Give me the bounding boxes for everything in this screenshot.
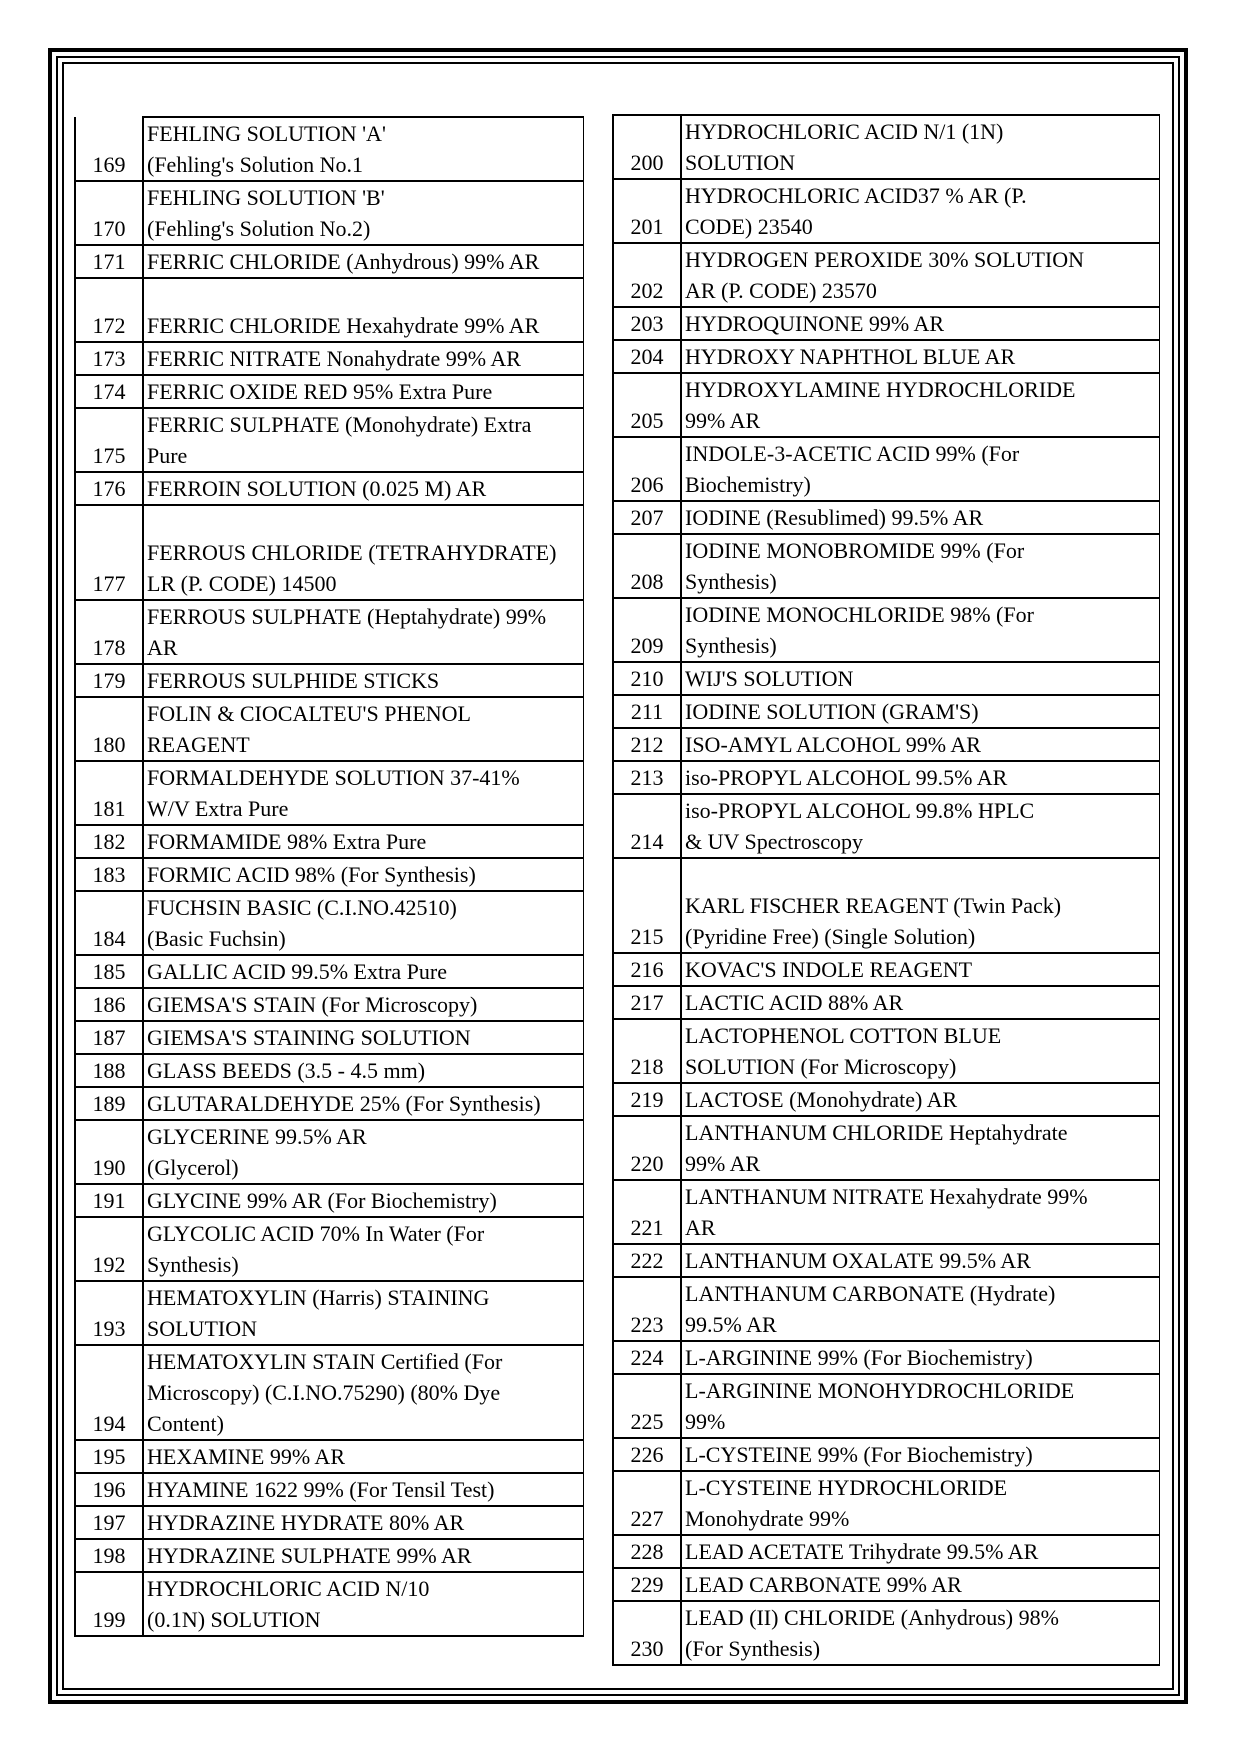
item-number: 227 (613, 1471, 681, 1535)
table-row (613, 1471, 1160, 1535)
table-row (613, 1083, 1160, 1116)
item-name: LEAD ACETATE Trihydrate 99.5% AR (681, 1535, 1160, 1568)
item-name: HYDROGEN PEROXIDE 30% SOLUTION AR (P. CODE) 23570 (681, 243, 1160, 307)
item-name: WIJ'S SOLUTION (681, 662, 1160, 695)
table-row (613, 598, 1160, 662)
item-number: 208 (613, 534, 681, 598)
item-number: 216 (613, 953, 681, 986)
item-name: LEAD (II) CHLORIDE (Anhydrous) 98% (For Synthesis) (681, 1601, 1160, 1665)
item-number: 212 (613, 728, 681, 761)
item-name: GLYCOLIC ACID 70% In Water (For Synthesis) (143, 1217, 584, 1281)
item-name: GIEMSA'S STAINING SOLUTION (143, 1021, 584, 1054)
item-number: 172 (75, 278, 143, 342)
table-row (75, 1572, 584, 1636)
table-row (75, 1087, 584, 1120)
item-number: 205 (613, 373, 681, 437)
item-name: iso-PROPYL ALCOHOL 99.5% AR (681, 761, 1160, 794)
item-number: 220 (613, 1116, 681, 1180)
item-number: 188 (75, 1054, 143, 1087)
item-name: FUCHSIN BASIC (C.I.NO.42510) (Basic Fuchsin) (143, 891, 584, 955)
item-name: FERROUS CHLORIDE (TETRAHYDRATE) LR (P. CODE) 14500 (143, 505, 584, 600)
item-name: HYDROCHLORIC ACID N/1 (1N) SOLUTION (681, 115, 1160, 179)
item-number: 201 (613, 179, 681, 243)
table-row (75, 472, 584, 505)
item-number: 203 (613, 307, 681, 340)
table-row (75, 1539, 584, 1572)
item-number: 207 (613, 501, 681, 534)
item-number: 218 (613, 1019, 681, 1083)
item-number: 198 (75, 1539, 143, 1572)
table-row (613, 1277, 1160, 1341)
table-row (75, 1506, 584, 1539)
table-row (613, 1438, 1160, 1471)
item-name: LACTIC ACID 88% AR (681, 986, 1160, 1019)
item-number: 175 (75, 408, 143, 472)
item-name: GLYCINE 99% AR (For Biochemistry) (143, 1184, 584, 1217)
item-name: INDOLE-3-ACETIC ACID 99% (For Biochemistry) (681, 437, 1160, 501)
table-row (613, 179, 1160, 243)
item-name: HYDRAZINE SULPHATE 99% AR (143, 1539, 584, 1572)
table-row (613, 1019, 1160, 1083)
table-row (75, 117, 584, 181)
item-number: 178 (75, 600, 143, 664)
table-row (613, 1374, 1160, 1438)
table-row (613, 1601, 1160, 1665)
table-row (613, 1341, 1160, 1374)
table-row (613, 307, 1160, 340)
table-row (613, 858, 1160, 953)
table-row (613, 243, 1160, 307)
item-number: 222 (613, 1244, 681, 1277)
item-number: 219 (613, 1083, 681, 1116)
item-number: 190 (75, 1120, 143, 1184)
item-number: 194 (75, 1345, 143, 1440)
table-row (613, 953, 1160, 986)
item-name: GLYCERINE 99.5% AR (Glycerol) (143, 1120, 584, 1184)
catalog-table-left (74, 116, 584, 1637)
item-name: FORMALDEHYDE SOLUTION 37-41% W/V Extra Pure (143, 761, 584, 825)
item-name: GIEMSA'S STAIN (For Microscopy) (143, 988, 584, 1021)
item-number: 223 (613, 1277, 681, 1341)
table-row (75, 342, 584, 375)
item-number: 191 (75, 1184, 143, 1217)
item-name: FERRIC CHLORIDE (Anhydrous) 99% AR (143, 245, 584, 278)
item-name: KARL FISCHER REAGENT (Twin Pack) (Pyridine Free) (Single Solution) (681, 858, 1160, 953)
item-number: 213 (613, 761, 681, 794)
item-number: 179 (75, 664, 143, 697)
item-number: 217 (613, 986, 681, 1019)
item-number: 184 (75, 891, 143, 955)
table-row (75, 1440, 584, 1473)
table-row (613, 695, 1160, 728)
table-row (75, 600, 584, 664)
table-row (75, 891, 584, 955)
table-row (613, 1180, 1160, 1244)
item-name: HYDROXY NAPHTHOL BLUE AR (681, 340, 1160, 373)
item-name: HYDROQUINONE 99% AR (681, 307, 1160, 340)
item-name: LANTHANUM OXALATE 99.5% AR (681, 1244, 1160, 1277)
item-number: 171 (75, 245, 143, 278)
table-row (75, 1217, 584, 1281)
item-number: 180 (75, 697, 143, 761)
item-number: 204 (613, 340, 681, 373)
item-number: 173 (75, 342, 143, 375)
item-name: FORMAMIDE 98% Extra Pure (143, 825, 584, 858)
item-number: 195 (75, 1440, 143, 1473)
table-row (613, 1244, 1160, 1277)
table-row (613, 986, 1160, 1019)
item-name: FERROIN SOLUTION (0.025 M) AR (143, 472, 584, 505)
item-number: 224 (613, 1341, 681, 1374)
item-name: GALLIC ACID 99.5% Extra Pure (143, 955, 584, 988)
table-row (75, 697, 584, 761)
table-row (75, 1021, 584, 1054)
item-number: 169 (75, 117, 143, 181)
item-number: 186 (75, 988, 143, 1021)
item-name: L-ARGININE MONOHYDROCHLORIDE 99% (681, 1374, 1160, 1438)
item-number: 230 (613, 1601, 681, 1665)
item-number: 176 (75, 472, 143, 505)
table-row (613, 1116, 1160, 1180)
table-row (613, 728, 1160, 761)
item-number: 221 (613, 1180, 681, 1244)
item-name: HEXAMINE 99% AR (143, 1440, 584, 1473)
table-row (613, 662, 1160, 695)
item-name: LANTHANUM CARBONATE (Hydrate) 99.5% AR (681, 1277, 1160, 1341)
item-name: LACTOSE (Monohydrate) AR (681, 1083, 1160, 1116)
item-number: 189 (75, 1087, 143, 1120)
item-number: 202 (613, 243, 681, 307)
table-row (75, 955, 584, 988)
table-row (613, 794, 1160, 858)
table-row (75, 245, 584, 278)
item-name: IODINE SOLUTION (GRAM'S) (681, 695, 1160, 728)
item-number: 206 (613, 437, 681, 501)
item-name: HYDROCHLORIC ACID N/10 (0.1N) SOLUTION (143, 1572, 584, 1636)
table-row (613, 1568, 1160, 1601)
table-row (75, 664, 584, 697)
table-row (613, 373, 1160, 437)
item-number: 174 (75, 375, 143, 408)
table-row (613, 115, 1160, 179)
item-name: GLASS BEEDS (3.5 - 4.5 mm) (143, 1054, 584, 1087)
table-row (613, 1535, 1160, 1568)
table-row (75, 858, 584, 891)
item-number: 181 (75, 761, 143, 825)
item-number: 229 (613, 1568, 681, 1601)
item-number: 225 (613, 1374, 681, 1438)
table-row (75, 1473, 584, 1506)
item-name: HYAMINE 1622 99% (For Tensil Test) (143, 1473, 584, 1506)
item-name: IODINE MONOBROMIDE 99% (For Synthesis) (681, 534, 1160, 598)
table-row (75, 1184, 584, 1217)
table-row (613, 534, 1160, 598)
table-row (75, 505, 584, 600)
item-number: 226 (613, 1438, 681, 1471)
item-name: KOVAC'S INDOLE REAGENT (681, 953, 1160, 986)
item-number: 200 (613, 115, 681, 179)
item-name: FERRIC OXIDE RED 95% Extra Pure (143, 375, 584, 408)
item-name: ISO-AMYL ALCOHOL 99% AR (681, 728, 1160, 761)
item-number: 193 (75, 1281, 143, 1345)
item-name: HEMATOXYLIN STAIN Certified (For Microscopy) (C.I.NO.75290) (80% Dye Content) (143, 1345, 584, 1440)
table-row (75, 375, 584, 408)
item-name: L-ARGININE 99% (For Biochemistry) (681, 1341, 1160, 1374)
item-name: L-CYSTEINE HYDROCHLORIDE Monohydrate 99% (681, 1471, 1160, 1535)
item-name: IODINE MONOCHLORIDE 98% (For Synthesis) (681, 598, 1160, 662)
item-number: 187 (75, 1021, 143, 1054)
item-number: 199 (75, 1572, 143, 1636)
item-name: iso-PROPYL ALCOHOL 99.8% HPLC & UV Spectroscopy (681, 794, 1160, 858)
table-row (75, 408, 584, 472)
table-row (75, 278, 584, 342)
table-row (613, 501, 1160, 534)
item-number: 210 (613, 662, 681, 695)
item-number: 177 (75, 505, 143, 600)
table-row (75, 1054, 584, 1087)
table-row (613, 437, 1160, 501)
item-name: IODINE (Resublimed) 99.5% AR (681, 501, 1160, 534)
table-row (75, 988, 584, 1021)
item-name: LANTHANUM CHLORIDE Heptahydrate 99% AR (681, 1116, 1160, 1180)
item-name: FERRIC CHLORIDE Hexahydrate 99% AR (143, 278, 584, 342)
table-row (613, 340, 1160, 373)
table-row (75, 1120, 584, 1184)
item-name: FEHLING SOLUTION 'A' (Fehling's Solution No.1 (143, 117, 584, 181)
item-name: HEMATOXYLIN (Harris) STAINING SOLUTION (143, 1281, 584, 1345)
item-number: 183 (75, 858, 143, 891)
table-row (75, 1281, 584, 1345)
item-number: 209 (613, 598, 681, 662)
item-name: FERROUS SULPHIDE STICKS (143, 664, 584, 697)
table-row (75, 825, 584, 858)
item-number: 214 (613, 794, 681, 858)
item-name: HYDROXYLAMINE HYDROCHLORIDE 99% AR (681, 373, 1160, 437)
table-row (75, 181, 584, 245)
item-number: 211 (613, 695, 681, 728)
item-name: LANTHANUM NITRATE Hexahydrate 99% AR (681, 1180, 1160, 1244)
table-row (75, 1345, 584, 1440)
item-name: LACTOPHENOL COTTON BLUE SOLUTION (For Microscopy) (681, 1019, 1160, 1083)
item-name: L-CYSTEINE 99% (For Biochemistry) (681, 1438, 1160, 1471)
item-number: 185 (75, 955, 143, 988)
item-name: HYDRAZINE HYDRATE 80% AR (143, 1506, 584, 1539)
item-number: 170 (75, 181, 143, 245)
item-name: FOLIN & CIOCALTEU'S PHENOL REAGENT (143, 697, 584, 761)
item-number: 192 (75, 1217, 143, 1281)
item-name: GLUTARALDEHYDE 25% (For Synthesis) (143, 1087, 584, 1120)
item-name: FERRIC NITRATE Nonahydrate 99% AR (143, 342, 584, 375)
item-number: 196 (75, 1473, 143, 1506)
item-name: FERRIC SULPHATE (Monohydrate) Extra Pure (143, 408, 584, 472)
table-row (613, 761, 1160, 794)
table-row (75, 761, 584, 825)
item-number: 197 (75, 1506, 143, 1539)
item-number: 215 (613, 858, 681, 953)
item-name: FEHLING SOLUTION 'B' (Fehling's Solution No.2) (143, 181, 584, 245)
item-name: LEAD CARBONATE 99% AR (681, 1568, 1160, 1601)
item-number: 182 (75, 825, 143, 858)
item-name: HYDROCHLORIC ACID37 % AR (P. CODE) 23540 (681, 179, 1160, 243)
item-name: FORMIC ACID 98% (For Synthesis) (143, 858, 584, 891)
item-number: 228 (613, 1535, 681, 1568)
item-name: FERROUS SULPHATE (Heptahydrate) 99% AR (143, 600, 584, 664)
catalog-table-right (612, 114, 1160, 1666)
